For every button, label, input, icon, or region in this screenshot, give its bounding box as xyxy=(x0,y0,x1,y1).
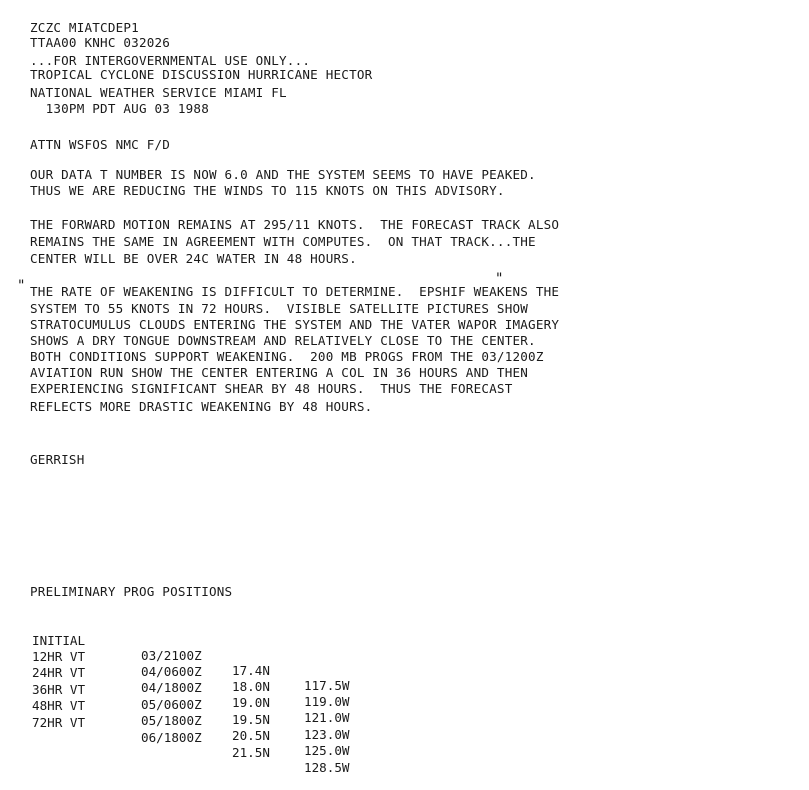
header-line-4: TROPICAL CYCLONE DISCUSSION HURRICANE HECTOR xyxy=(30,67,373,82)
para1-line-1: OUR DATA T NUMBER IS NOW 6.0 AND THE SYSTEM SEEMS TO HAVE PEAKED. xyxy=(30,167,536,182)
prog-row-time: 05/1800Z xyxy=(141,713,202,728)
attn-line: ATTN WSFOS NMC F/D xyxy=(30,137,171,152)
para2-line-2: REMAINS THE SAME IN AGREEMENT WITH COMPUTES. ON THAT TRACK...THE xyxy=(30,234,536,249)
prog-row-label: 24HR VT xyxy=(32,665,86,680)
para3-line-5: BOTH CONDITIONS SUPPORT WEAKENING. 200 MB PROGS FROM THE 03/1200Z xyxy=(30,349,544,364)
inline-quote-mark: " xyxy=(495,271,504,287)
para3-line-6: AVIATION RUN SHOW THE CENTER ENTERING A COL IN 36 HOURS AND THEN xyxy=(30,365,529,380)
para2-line-1: THE FORWARD MOTION REMAINS AT 295/11 KNOTS. THE FORECAST TRACK ALSO xyxy=(30,217,560,232)
forecaster-signature: GERRISH xyxy=(30,452,85,467)
prog-row-label: 72HR VT xyxy=(32,715,86,730)
para3-line-4: SHOWS A DRY TONGUE DOWNSTREAM AND RELATIVELY CLOSE TO THE CENTER. xyxy=(30,333,536,348)
header-line-1: ZCZC MIATCDEP1 xyxy=(30,20,139,35)
prog-row-lat: 17.4N xyxy=(232,663,270,678)
prog-row-lat: 20.5N xyxy=(232,728,270,743)
prog-row-time: 05/0600Z xyxy=(141,697,202,712)
prog-row-lat: 21.5N xyxy=(232,745,270,760)
header-line-5: NATIONAL WEATHER SERVICE MIAMI FL xyxy=(30,85,287,100)
para3-line-7: EXPERIENCING SIGNIFICANT SHEAR BY 48 HOURS. THUS THE FORECAST xyxy=(30,381,513,396)
para1-line-2: THUS WE ARE REDUCING THE WINDS TO 115 KNOTS ON THIS ADVISORY. xyxy=(30,183,505,198)
prog-row-label: INITIAL xyxy=(32,633,86,648)
prog-row-label: 48HR VT xyxy=(32,698,86,713)
prog-row-time: 04/1800Z xyxy=(141,680,202,695)
prog-row-label: 36HR VT xyxy=(32,682,86,697)
prog-row-time: 06/1800Z xyxy=(141,730,202,745)
prog-row-label: 12HR VT xyxy=(32,649,86,664)
margin-quote-mark: " xyxy=(17,278,26,294)
para3-line-8: REFLECTS MORE DRASTIC WEAKENING BY 48 HOURS. xyxy=(30,399,373,414)
prog-positions-title: PRELIMINARY PROG POSITIONS xyxy=(30,584,233,599)
header-line-3: ...FOR INTERGOVERNMENTAL USE ONLY... xyxy=(30,53,311,68)
prog-row-lon: 121.0W xyxy=(304,710,350,725)
header-line-2: TTAA00 KNHC 032026 xyxy=(30,35,171,50)
para3-line-3: STRATOCUMULUS CLOUDS ENTERING THE SYSTEM AND THE VATER WAPOR IMAGERY xyxy=(30,317,560,332)
prog-row-time: 03/2100Z xyxy=(141,648,202,663)
prog-row-time: 04/0600Z xyxy=(141,664,202,679)
header-line-6: 130PM PDT AUG 03 1988 xyxy=(30,101,209,116)
prog-row-lon: 117.5W xyxy=(304,678,350,693)
prog-row-lon: 125.0W xyxy=(304,743,350,758)
prog-row-lat: 19.0N xyxy=(232,695,270,710)
para3-line-2: SYSTEM TO 55 KNOTS IN 72 HOURS. VISIBLE SATELLITE PICTURES SHOW xyxy=(30,301,529,316)
prog-row-lon: 123.0W xyxy=(304,727,350,742)
para2-line-3: CENTER WILL BE OVER 24C WATER IN 48 HOURS. xyxy=(30,251,357,266)
prog-row-lat: 18.0N xyxy=(232,679,270,694)
para3-line-1: THE RATE OF WEAKENING IS DIFFICULT TO DETERMINE. EPSHIF WEAKENS THE xyxy=(30,284,560,299)
prog-row-lat: 19.5N xyxy=(232,712,270,727)
prog-row-lon: 119.0W xyxy=(304,694,350,709)
prog-row-lon: 128.5W xyxy=(304,760,350,775)
